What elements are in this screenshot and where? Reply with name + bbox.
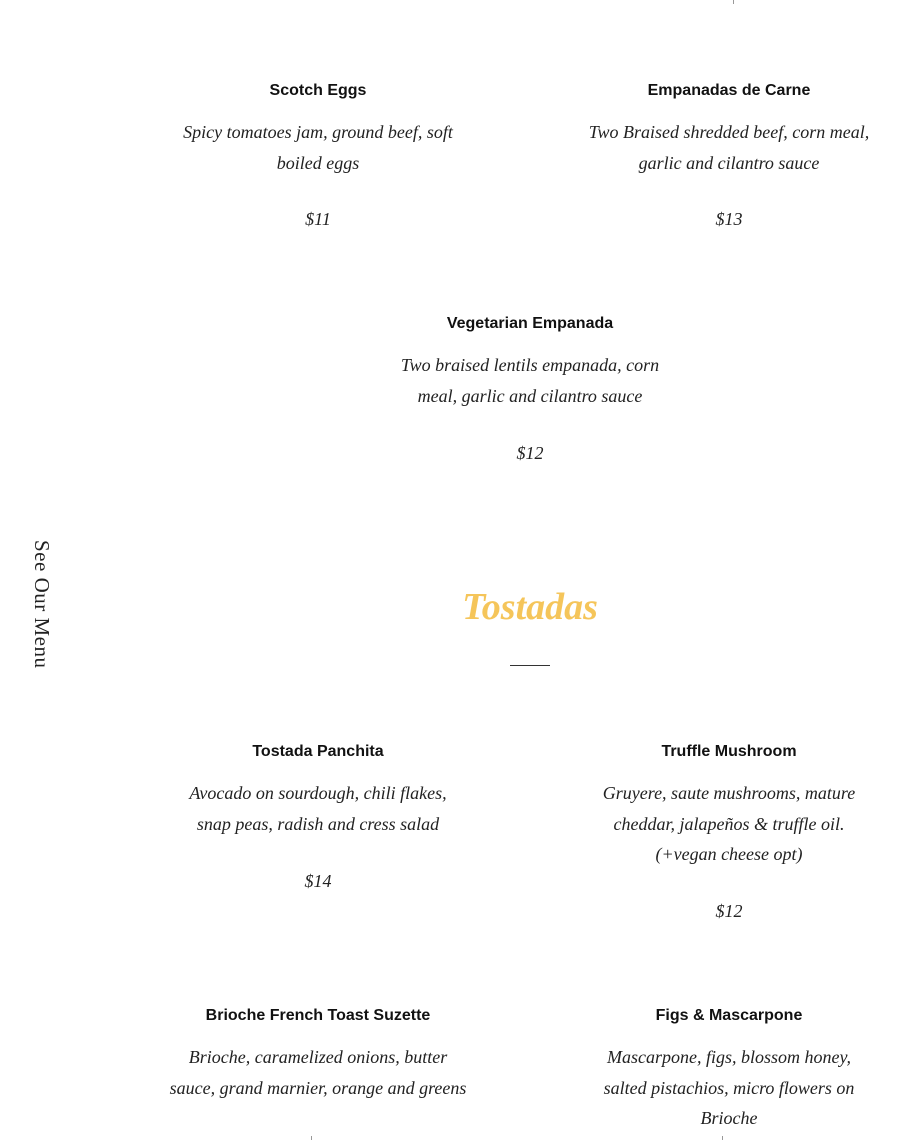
menu-item-brioche-french-toast (163, 1006, 473, 1136)
section-title-tostadas: Tostadas (462, 586, 598, 628)
menu-item-figs-mascarpone (586, 1006, 872, 1136)
item-name: Scotch Eggs (269, 82, 367, 99)
item-price: $12 (715, 901, 743, 921)
item-name: Empanadas de Carne (647, 82, 811, 99)
item-name: Tostada Panchita (252, 743, 384, 760)
item-name: Truffle Mushroom (661, 743, 797, 760)
partial-price-mark (311, 1136, 312, 1140)
item-price: $14 (304, 871, 332, 891)
menu-item-truffle-mushroom (586, 742, 872, 932)
item-price: $13 (715, 209, 743, 229)
menu-item-tostada-panchita (168, 742, 468, 892)
item-price: $12 (516, 443, 544, 463)
item-description: Gruyere, saute mushrooms, mature cheddar, jalapeños & truffle oil. (+vegan cheese opt) (602, 783, 856, 864)
item-name: Figs & Mascarpone (655, 1007, 803, 1024)
item-description: Two braised lentils empanada, corn meal, garlic and cilantro sauce (400, 355, 660, 406)
item-name: Vegetarian Empanada (446, 315, 614, 332)
see-our-menu-label: See Our Menu (30, 540, 54, 669)
menu-item-scotch-eggs (163, 81, 473, 231)
item-description: Avocado on sourdough, chili flakes, snap peas, radish and cress salad (189, 783, 447, 834)
item-name: Brioche French Toast Suzette (205, 1007, 431, 1024)
item-description: Two Braised shredded beef, corn meal, garlic and cilantro sauce (588, 122, 870, 173)
item-description: Brioche, caramelized onions, butter sauce, grand marnier, orange and greens (169, 1047, 467, 1098)
item-description: Mascarpone, figs, blossom honey, salted pistachios, micro flowers on Brioche (603, 1047, 855, 1128)
partial-price-mark (722, 1136, 723, 1140)
menu-item-vegetarian-empanada (375, 314, 685, 464)
partial-price-mark (733, 0, 734, 4)
menu-item-empanadas-de-carne (586, 81, 872, 231)
item-description: Spicy tomatoes jam, ground beef, soft boiled eggs (183, 122, 453, 173)
see-our-menu-tab[interactable] (32, 540, 56, 670)
section-divider (510, 665, 550, 666)
item-price: $11 (305, 209, 331, 229)
